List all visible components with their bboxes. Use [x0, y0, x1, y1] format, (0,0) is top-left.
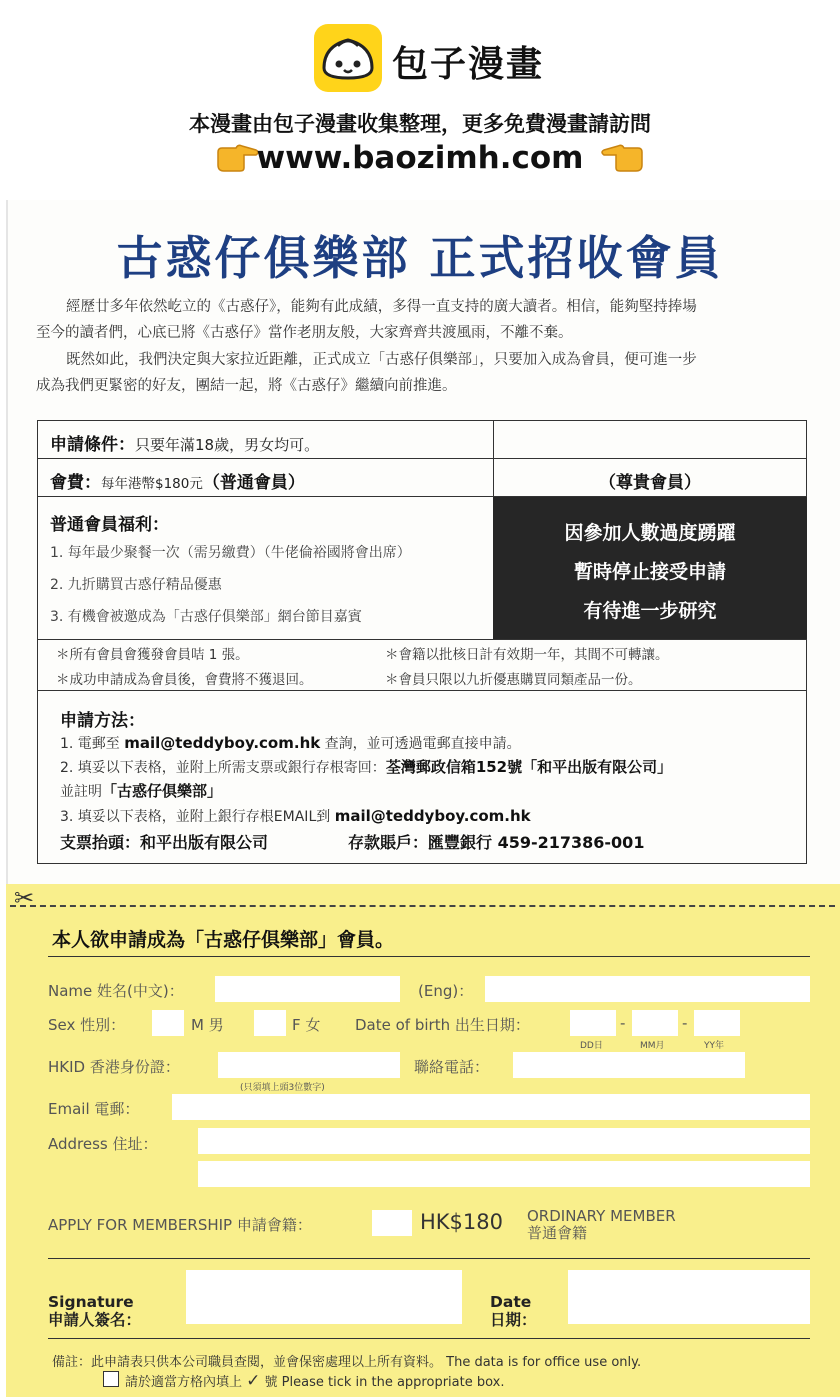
- condition-value: 只要年滿18歲，男女均可。: [135, 436, 320, 454]
- signature-label-en: Signature: [48, 1293, 134, 1311]
- privacy-remark: 備註：此申請表只供本公司職員查閱，並會保密處理以上所有資料。 The data is for office use only.: [52, 1355, 642, 1370]
- male-checkbox[interactable]: [152, 1010, 184, 1036]
- baozi-logo-icon[interactable]: [314, 24, 382, 92]
- female-checkbox[interactable]: [254, 1010, 286, 1036]
- condition-row: [50, 430, 319, 455]
- tick-checkbox-icon: [103, 1371, 119, 1387]
- pointing-hand-left-icon: [600, 140, 646, 174]
- name-chinese-input[interactable]: [215, 976, 400, 1002]
- cut-line: [10, 905, 835, 907]
- vip-notice-line: 因參加人數過度踴躍: [564, 522, 736, 544]
- male-label: M 男: [191, 1016, 224, 1034]
- method-text: 1. 電郵至: [60, 736, 120, 752]
- vip-notice-line: 有待進一步研究: [583, 600, 717, 622]
- dob-year-hint: YY年: [704, 1041, 724, 1051]
- email-link[interactable]: mail@teddyboy.com.hk: [124, 734, 321, 752]
- benefit-item: 1. 每年最少聚餐一次（需另繳費）（牛佬倫裕國將會出席）: [50, 545, 411, 561]
- phone-label: 聯絡電話：: [414, 1058, 490, 1076]
- email-link[interactable]: mail@teddyboy.com.hk: [334, 807, 531, 825]
- form-divider: [48, 1258, 810, 1259]
- tick-instruction-zh: 請於適當方格內填上: [125, 1375, 243, 1390]
- method-text: 查詢，並可透過電郵直接申請。: [324, 736, 521, 752]
- dob-separator: -: [682, 1014, 688, 1032]
- dob-day-hint: DD日: [580, 1041, 603, 1051]
- bank-account: [348, 830, 644, 853]
- payment-info: [60, 830, 268, 853]
- intro-text: 經歷廿多年依然屹立的《古惑仔》，能夠有此成績，多得一直支持的廣大讀者。相信，能夠堅持捧場: [66, 299, 697, 315]
- page-title: 古惑仔俱樂部 正式招收會員: [116, 231, 724, 285]
- signature-field[interactable]: [186, 1270, 462, 1324]
- table-divider: [37, 639, 807, 640]
- date-field[interactable]: [568, 1270, 810, 1324]
- site-url[interactable]: www.baozimh.com: [256, 140, 584, 176]
- club-name: 「古惑仔俱樂部」: [102, 782, 223, 800]
- date-label-en: Date: [490, 1293, 532, 1311]
- dob-month-input[interactable]: [632, 1010, 678, 1036]
- hkid-input[interactable]: [218, 1052, 400, 1078]
- note-item: ＊成功申請成為會員後，會費將不獲退回。: [56, 672, 313, 688]
- female-label: F 女: [292, 1016, 321, 1034]
- fee-type: （普通會員）: [202, 473, 305, 493]
- logo-name[interactable]: 包子漫畫: [392, 44, 545, 85]
- tick-instruction-en: 號 Please tick in the appropriate box.: [264, 1375, 505, 1390]
- fee-row: [50, 468, 305, 493]
- method-text: 3. 填妥以下表格，並附上銀行存根EMAIL到: [60, 809, 331, 825]
- email-label: Email 電郵：: [48, 1100, 140, 1118]
- scissors-icon: ✂: [14, 884, 35, 912]
- membership-type: [527, 1208, 676, 1242]
- method-title: 申請方法：: [60, 711, 145, 731]
- account-number: 存款賬戶：匯豐銀行 459-217386-001: [348, 833, 645, 852]
- table-divider: [37, 458, 807, 459]
- method-step-3: [60, 806, 531, 826]
- intro-text: 既然如此，我們決定與大家拉近距離，正式成立「古惑仔俱樂部」，只要加入成為會員，便可進一步: [66, 352, 697, 368]
- name-english-input[interactable]: [485, 976, 810, 1002]
- eng-name-label: (Eng)：: [418, 982, 474, 1000]
- form-title: 本人欲申請成為「古惑仔俱樂部」會員。: [52, 929, 395, 951]
- hkid-label: HKID 香港身份證：: [48, 1058, 180, 1076]
- hkid-hint: (只須填上頭3位數字): [240, 1083, 325, 1093]
- tick-instruction: [125, 1371, 504, 1391]
- sex-label: Sex 性別：: [48, 1016, 126, 1034]
- membership-price: HK$180: [420, 1210, 504, 1234]
- checkmark-icon: ✓: [246, 1371, 261, 1391]
- form-divider: [48, 956, 810, 957]
- intro-paragraph-2: [36, 347, 806, 399]
- benefits-title: 普通會員福利：: [50, 515, 169, 535]
- signature-label-zh: 申請人簽名：: [48, 1311, 142, 1329]
- banner-message: 本漫畫由包子漫畫收集整理，更多免費漫畫請訪問: [189, 112, 651, 136]
- condition-label: 申請條件：: [50, 435, 135, 455]
- method-step-2: [60, 756, 672, 777]
- cheque-payee: 支票抬頭：和平出版有限公司: [60, 833, 269, 852]
- email-input[interactable]: [172, 1094, 810, 1120]
- fee-value: 每年港幣$180元: [101, 476, 203, 492]
- member-type-en: ORDINARY MEMBER: [527, 1207, 676, 1225]
- date-label: [490, 1293, 537, 1329]
- benefit-item: 2. 九折購買古惑仔精品優惠: [50, 577, 222, 593]
- intro-text: 成為我們更緊密的好友，團結一起，將《古惑仔》繼續向前推進。: [36, 378, 457, 394]
- membership-checkbox[interactable]: [372, 1210, 412, 1236]
- address-input-line-2[interactable]: [198, 1161, 810, 1187]
- address-label: Address 住址：: [48, 1135, 158, 1153]
- form-divider: [48, 1338, 810, 1339]
- apply-label: APPLY FOR MEMBERSHIP 申請會籍：: [48, 1216, 312, 1234]
- note-item: ＊會員只限以九折優惠購買同類產品一份。: [385, 672, 642, 688]
- method-text: 並註明: [60, 784, 102, 800]
- dob-day-input[interactable]: [570, 1010, 616, 1036]
- dob-year-input[interactable]: [694, 1010, 740, 1036]
- method-step-1: [60, 733, 521, 753]
- method-step-2-note: [60, 780, 222, 801]
- name-label: Name 姓名(中文)：: [48, 982, 184, 1000]
- benefit-item: 3. 有機會被邀成為「古惑仔俱樂部」網台節目嘉賓: [50, 609, 362, 625]
- signature-label: [48, 1293, 141, 1329]
- vip-label: （尊貴會員）: [599, 473, 701, 493]
- mailing-address: 荃灣郵政信箱152號「和平出版有限公司」: [385, 758, 673, 776]
- dob-label: Date of birth 出生日期：: [355, 1016, 530, 1034]
- method-text: 2. 填妥以下表格，並附上所需支票或銀行存根寄回：: [60, 760, 386, 776]
- date-label-zh: 日期：: [490, 1311, 537, 1329]
- dob-month-hint: MM月: [640, 1041, 665, 1051]
- intro-text: 至今的讀者們，心底已將《古惑仔》當作老朋友般，大家齊齊共渡風雨，不離不棄。: [36, 325, 573, 341]
- fee-label: 會費：: [50, 473, 101, 493]
- note-item: ＊會籍以批核日計有效期一年，其間不可轉讓。: [385, 647, 669, 663]
- intro-paragraph-1: [36, 294, 806, 346]
- phone-input[interactable]: [513, 1052, 745, 1078]
- member-type-zh: 普通會籍: [527, 1224, 588, 1242]
- vip-notice-line: 暫時停止接受申請: [573, 561, 726, 583]
- address-input-line-1[interactable]: [198, 1128, 810, 1154]
- dob-separator: -: [620, 1014, 626, 1032]
- table-divider: [37, 690, 807, 691]
- note-item: ＊所有會員會獲發會員咭 1 張。: [56, 647, 249, 663]
